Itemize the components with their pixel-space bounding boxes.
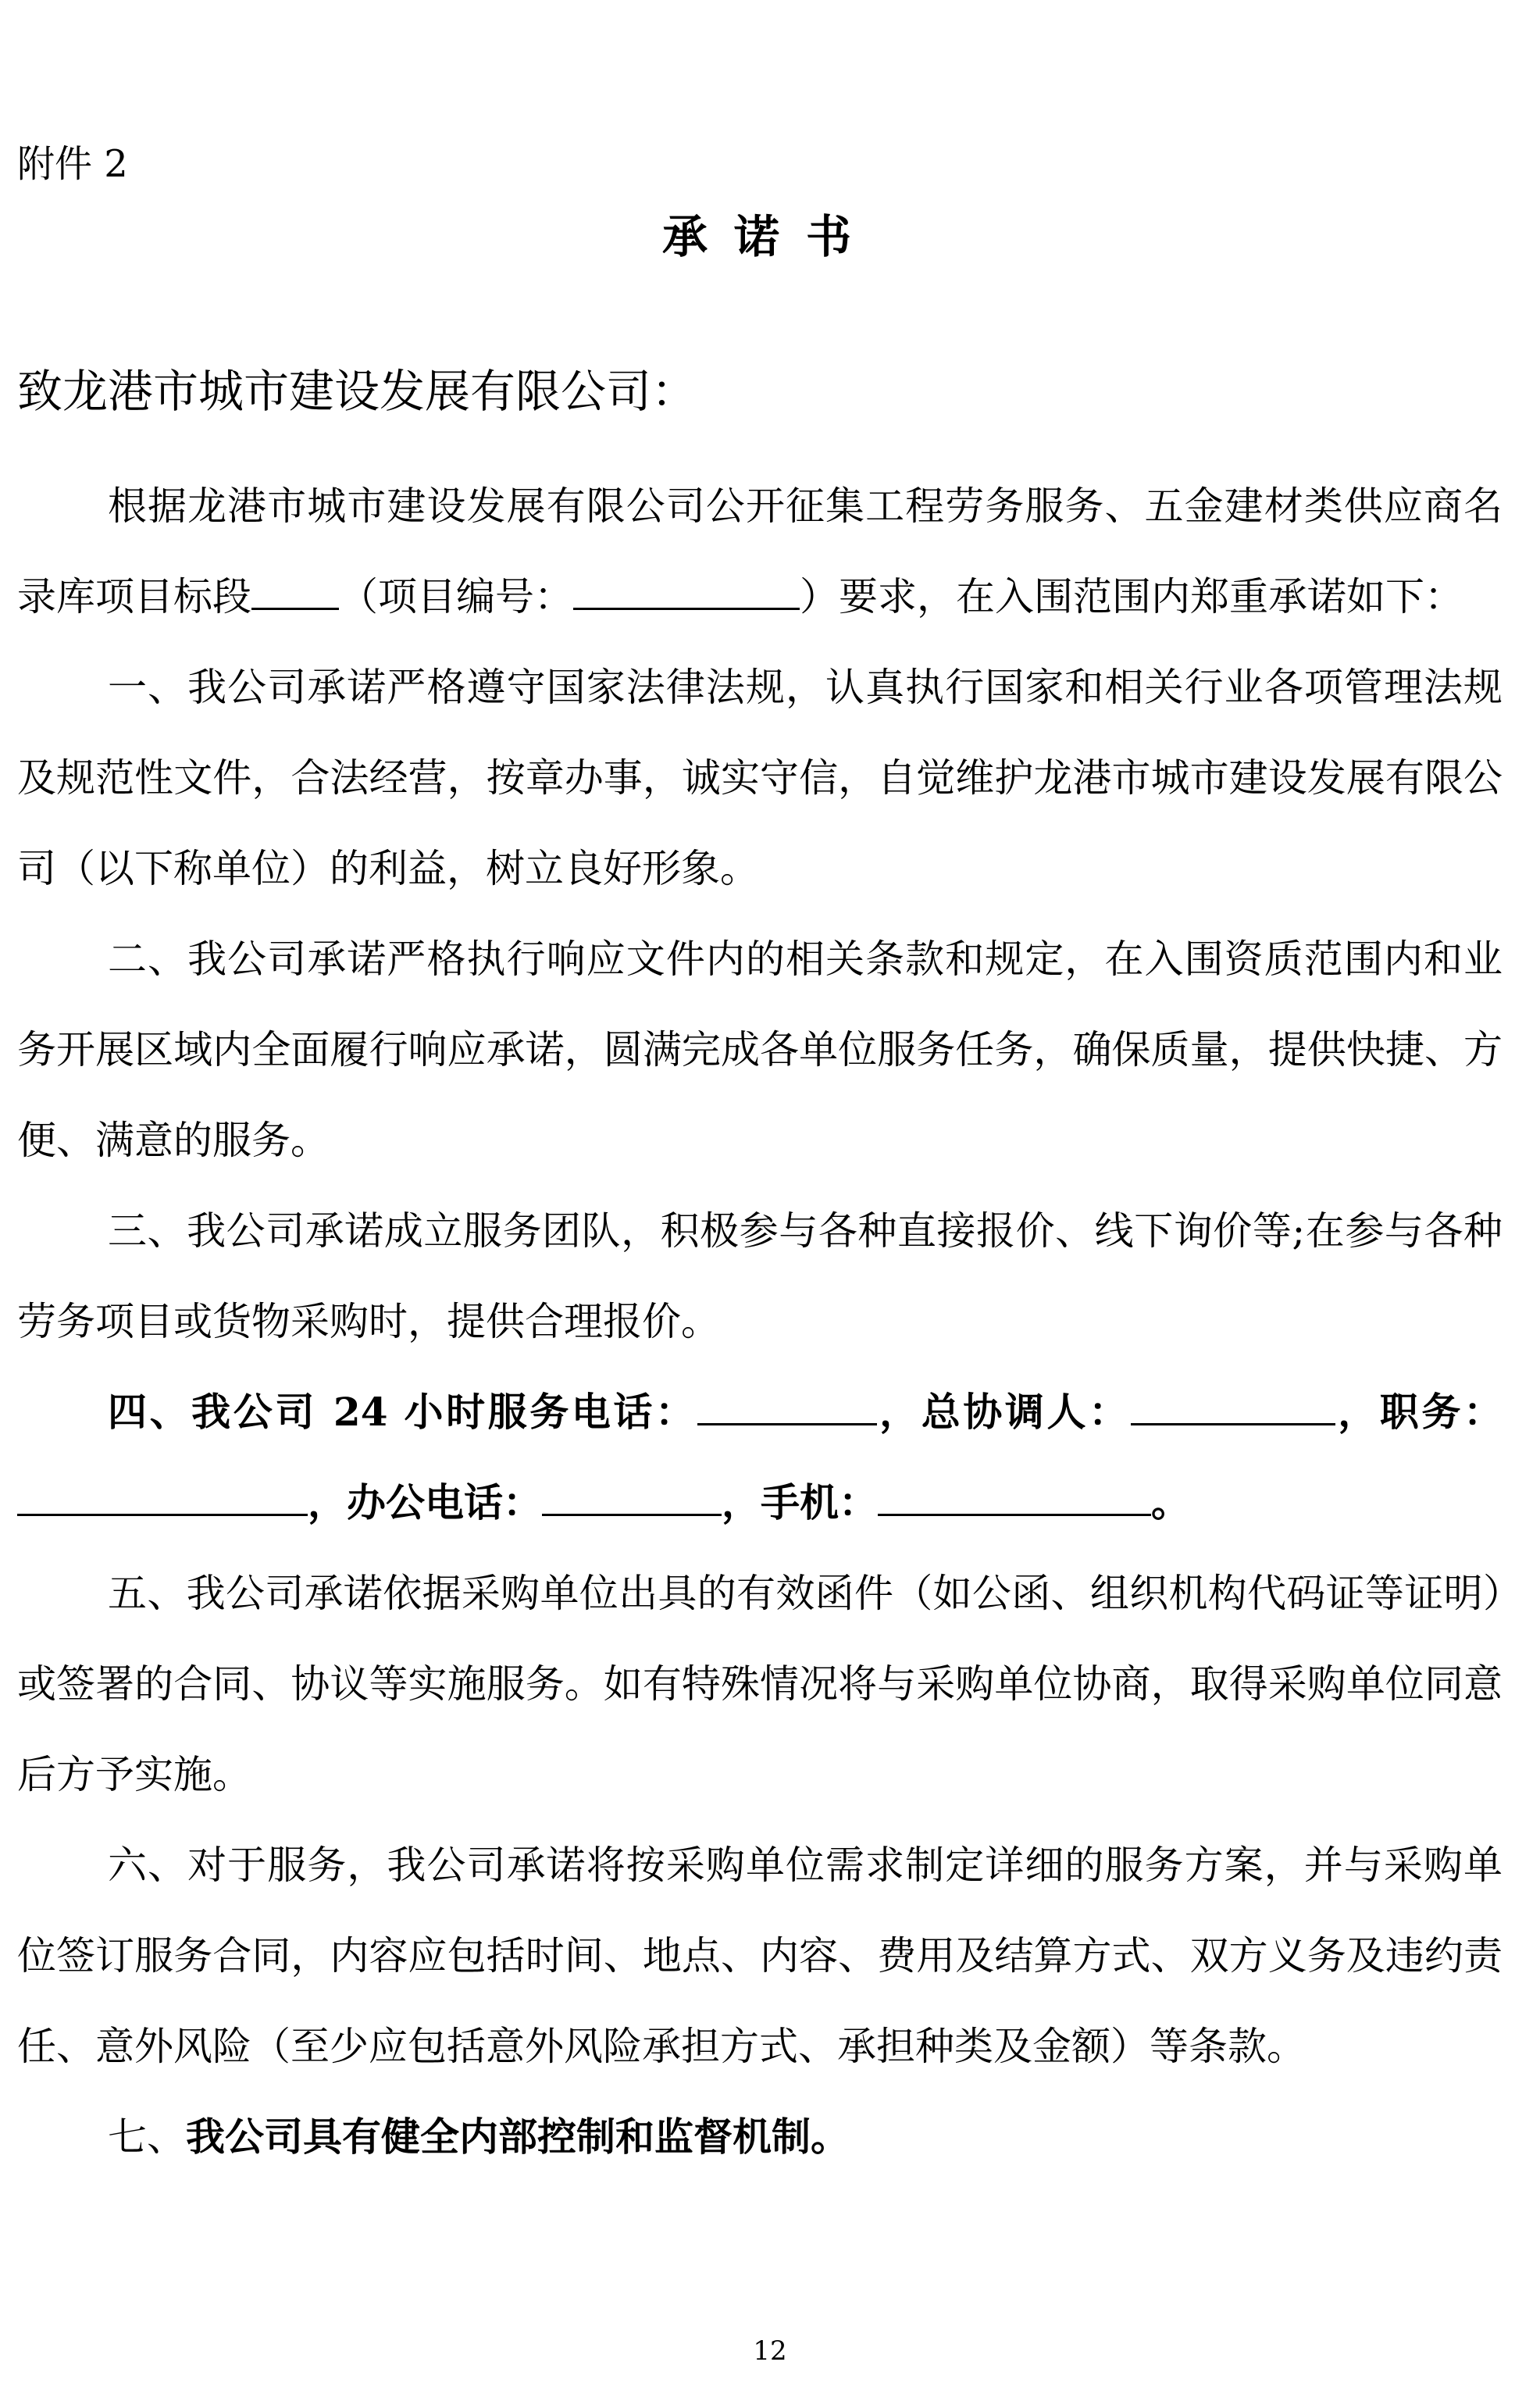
clause-7-prefix: 七、 [108,2114,186,2160]
clause-4-text-2: ，总协调人： [876,1389,1131,1435]
service-phone-blank [697,1386,877,1425]
clause-4-text-6: 。 [1151,1479,1190,1525]
page-number: 12 [753,2335,787,2367]
mobile-phone-blank [878,1476,1151,1516]
intro-text-1: 根据龙港市城市建设发展有限公司公开征集工程劳务服务、五金建材类供应商名录库项目标段 [17,483,1503,619]
clause-4 [17,1367,1503,1548]
clause-1: 一、我公司承诺严格遵守国家法律法规，认真执行国家和相关行业各项管理法规及规范性文件，合法经营，按章办事，诚实守信，自觉维护龙港市城市建设发展有限公司（以下称单位）的利益，树立良好形象。 [17,665,1503,891]
project-number-blank [573,570,800,610]
clause-4-text-4: ，办公电话： [308,1479,542,1525]
document-body [17,461,1503,2182]
clause-4-text-3: ，职务： [1335,1389,1503,1435]
clause-6: 六、对于服务，我公司承诺将按采购单位需求制定详细的服务方案，并与采购单位签订服务合同，内容应包括时间、地点、内容、费用及结算方式、双方义务及违约责任、意外风险（至少应包括意外风险承担方式、承担种类及金额）等条款。 [17,1843,1503,2069]
section-number-blank [251,570,339,610]
clause-2: 二、我公司承诺严格执行响应文件内的相关条款和规定，在入围资质范围内和业务开展区域内全面履行响应承诺，圆满完成各单位服务任务，确保质量，提供快捷、方便、满意的服务。 [17,937,1503,1163]
attachment-label: 附件 2 [17,142,128,186]
clause-3: 三、我公司承诺成立服务团队，积极参与各种直接报价、线下询价等;在参与各种劳务项目或货物采购时，提供合理报价。 [17,1208,1503,1344]
document-title: 承诺书 [661,210,878,263]
position-blank [17,1476,308,1516]
addressee-line: 致龙港市城市建设发展有限公司： [17,365,697,418]
intro-text-3: ）要求，在入围范围内郑重承诺如下： [800,574,1463,619]
clause-4-text-5: ，手机： [722,1479,878,1525]
clause-4-text-1: 四、我公司 24 小时服务电话： [108,1389,697,1435]
coordinator-blank [1131,1386,1335,1425]
clause-5: 五、我公司承诺依据采购单位出具的有效函件（如公函、组织机构代码证等证明）或签署的合同、协议等实施服务。如有特殊情况将与采购单位协商，取得采购单位同意后方予实施。 [17,1571,1503,1797]
office-phone-blank [542,1476,722,1516]
intro-paragraph [17,461,1503,642]
clause-7 [17,2092,1503,2182]
intro-text-2: （项目编号： [339,574,573,619]
clause-7-text: 我公司具有健全内部控制和监督机制。 [186,2114,850,2160]
